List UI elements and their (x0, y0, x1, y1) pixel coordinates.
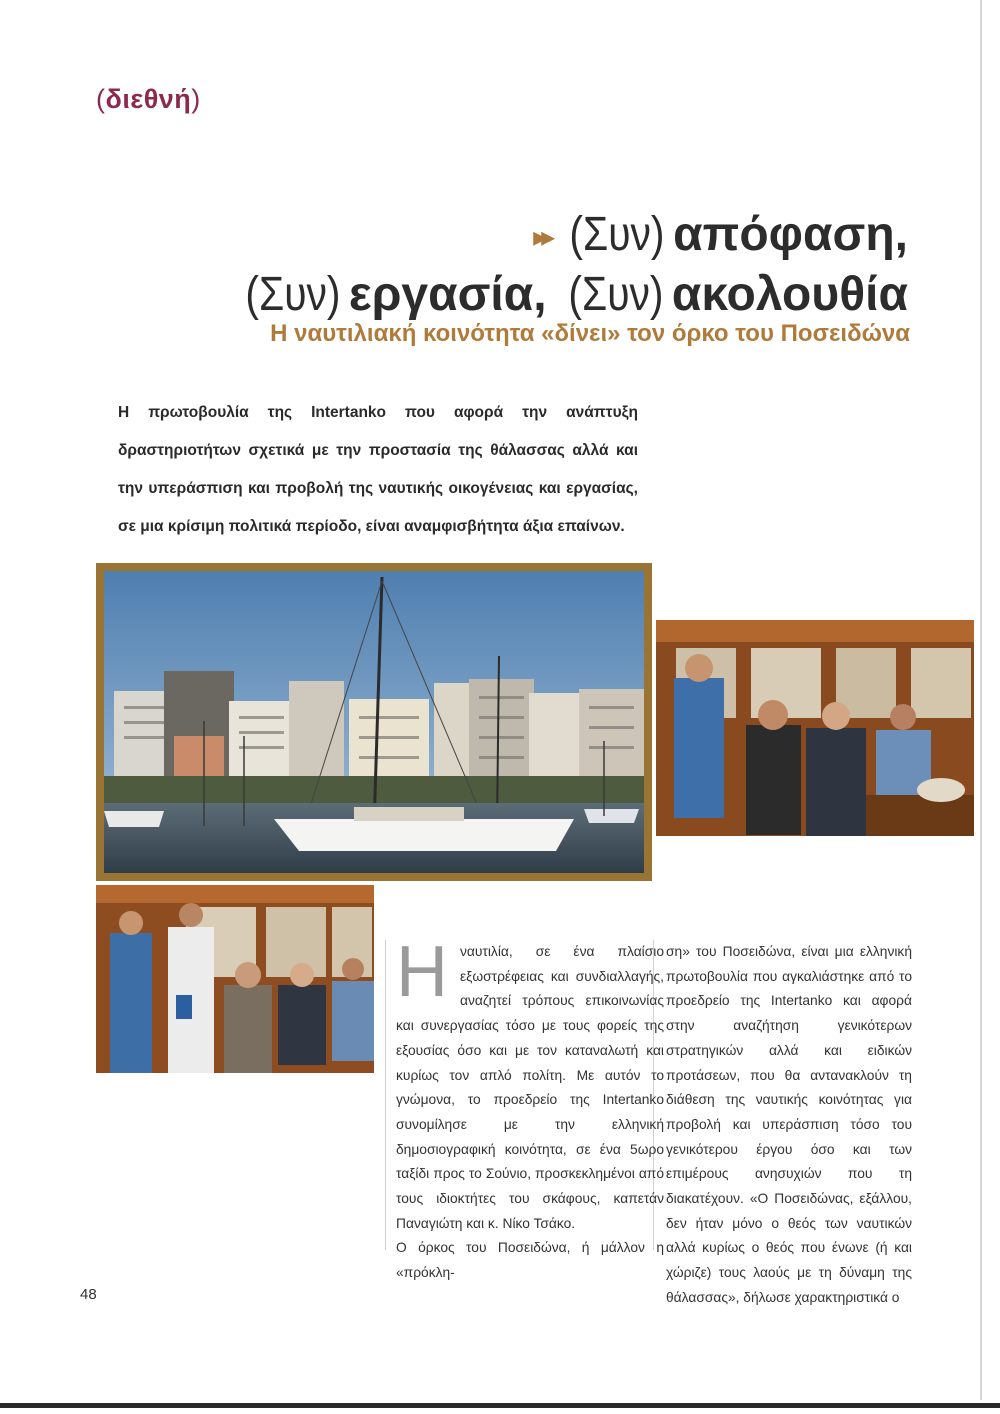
title-part: (Συν) (245, 268, 341, 322)
title-part: (Συν) (569, 208, 665, 261)
article-subtitle: Η ναυτιλιακή κοινότητα «δίνει» τον όρκο του Ποσειδώνα (270, 320, 910, 347)
harbour-photo-frame (96, 563, 652, 881)
title-part: εργασία, (348, 268, 547, 322)
section-paren-open: ( (96, 84, 106, 114)
body-paragraph: ση» του Ποσειδώνα, είναι μια ελληνική πρωτοβουλία που αγκαλιάστηκε από το προεδρείο της Intertanko και αφορά στην αναζήτηση γενικότερων στρατηγικών αλλά και ειδικών προτάσεων, που θα αντανακλούν τη διάθεση της ναυτικής κοινότητας για προβολή και υπεράσπιση τόσο του γενικότερου έργου όσο και των επιμέρους ανησυχιών που τη διακατέχουν. «Ο Ποσειδώνας, εξάλλου, δεν ήταν μόνο ο θεός των ναυτικών αλλά κυρίως ο θεός που ένωνε (ή και χώριζε) τους λαούς με τη δύναμη της θάλασσας», δήλωσε χαρακτηριστικά ο (666, 944, 912, 1305)
title-part: (Συν) (568, 268, 664, 322)
article-title (148, 206, 908, 324)
page-number: 48 (80, 1286, 97, 1303)
section-tag (96, 84, 201, 115)
bottom-rule (0, 1403, 1000, 1408)
body-column-2 (666, 940, 912, 1311)
title-part: ακολουθία (671, 268, 908, 322)
group-photo-standing (96, 885, 374, 1073)
section-tag-label: διεθνή (105, 84, 192, 114)
page-spine (980, 0, 982, 1400)
section-paren-close: ) (191, 84, 201, 114)
title-line-1 (148, 206, 908, 266)
title-line-2 (148, 266, 908, 324)
body-column-1 (396, 932, 664, 1286)
body-paragraph: ναυτιλία, σε ένα πλαίσιο εξωστρέφειας και συνδιαλλαγής, αναζητεί τρόπους επικοινωνίας και συνεργασίας τόσο με τους φορείς της εξουσίας όσο και με τον καταναλωτή και κυρίως τον απλό πολίτη. Με αυτόν το γνώμονα, το προεδρείο της Intertanko συνομίλησε με την ελληνική δημοσιογραφική κοινότητα, σε ένα 5ωρο ταξίδι προς το Σούνιο, προσκεκλημένοι από τους ιδιοκτήτες του σκάφους, καπετάν Παναγιώτη και κ. Νίκο Τσάκο. (396, 944, 664, 1231)
drop-cap: Η (396, 932, 448, 1012)
lead-paragraph: Η πρωτοβουλία της Intertanko που αφορά την ανάπτυξη δραστηριοτήτων σχετικά με την προστασία της θάλασσας αλλά και την υπεράσπιση και προβολή της ναυτικής οικογένειας και εργασίας, σε μια κρίσιμη πολιτικά περίοδο, είναι αναμφισβήτητα άξια επαίνων. (118, 404, 638, 535)
column-rule (385, 940, 386, 1250)
group-photo-image (656, 620, 974, 836)
body-paragraph: Ο όρκος του Ποσειδώνα, ή μάλλον η «πρόκλη- (396, 1240, 664, 1281)
group-photo-standing-image (96, 885, 374, 1073)
double-arrow-icon: ▸▸ (533, 221, 550, 253)
group-photo-cabin (656, 620, 974, 836)
harbour-photo (104, 571, 644, 873)
title-part: απόφαση, (673, 208, 908, 261)
